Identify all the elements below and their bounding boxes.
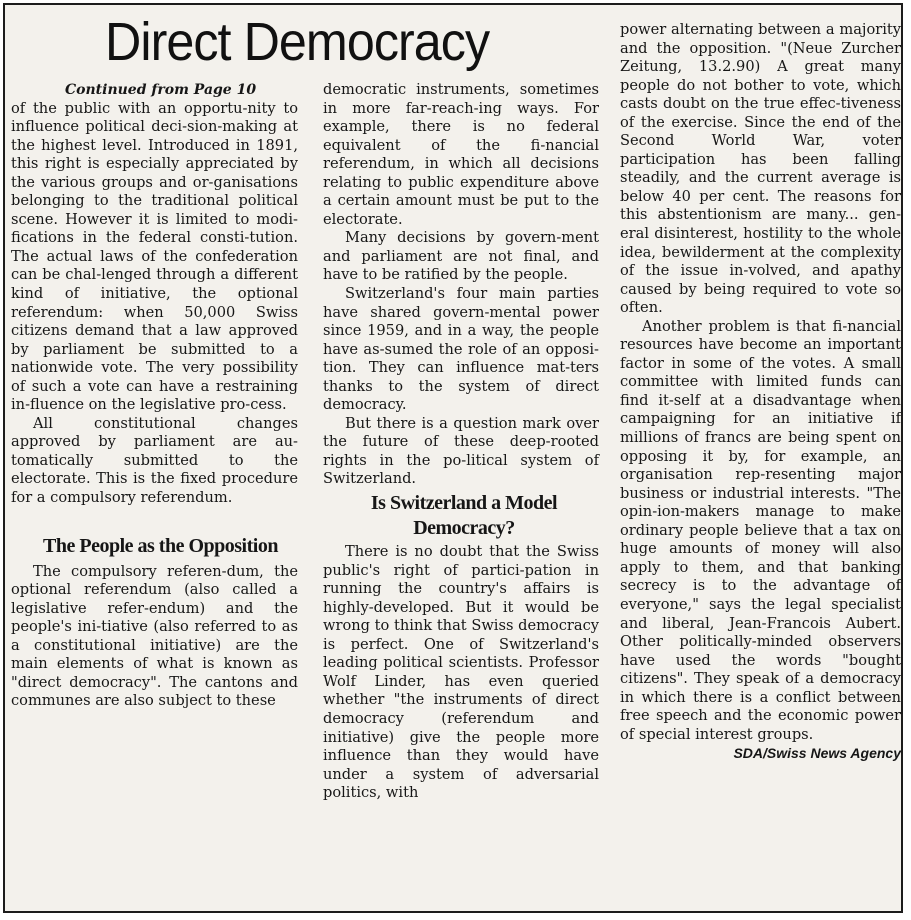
subheading-model-democracy: Is Switzerland a Model Democracy? <box>370 492 558 540</box>
column-3 <box>620 21 901 763</box>
paragraph: All constitutional changes approved by parliament are au-tomatically submitted to the electorate. This is the fixed procedure for a compulsory referendum. <box>11 414 298 507</box>
paragraph: Switzerland's four main parties have shared govern-mental power since 1959, and in a way, the people have as-sumed the role of an opposi-tion. They can influence mat-ters thanks to the system of direct democracy. <box>323 285 599 414</box>
column-2 <box>323 81 599 803</box>
paragraph: The compulsory referen-dum, the optional referendum (also called a legislative refer-endum) and the people's ini-tiative (also referred to as a constitutional initiative) are the main elements of what is known as "direct democracy". The cantons and communes are also subject to these <box>11 562 298 710</box>
newspaper-clipping <box>3 3 903 913</box>
paragraph: democratic instruments, sometimes in more far-reach-ing ways. For example, there is no federal equivalent of the fi-nancial referendum, in which all decisions relating to public expenditure above a certain amount must be put to the electorate. <box>323 81 599 228</box>
paragraph: Another problem is that fi-nancial resources have become an important factor in some of the votes. A small committee with limited funds can find it-self at a disadvantage when campaigning for an initiative if millions of francs are being spent on opposing it by, for example, an organisation rep-resenting major business or industrial interests. "The opin-ion-makers manage to make ordinary people believe that a tax on huge amounts of money will also apply to them, and that banking secrecy is to the advantage of everyone," says the legal specialist and liberal, Jean-Francois Aubert. Other politically-minded observers have used the words "bought citizens". They speak of a democracy in which there is a conflict between free speech and the economic power of special interest groups. <box>620 317 901 743</box>
paragraph: Many decisions by govern-ment and parliament are not final, and have to be ratified by the people. <box>323 229 599 284</box>
continued-kicker: Continued from Page 10 <box>65 82 257 98</box>
subheading-people-opposition: The People as the Opposition <box>43 534 278 557</box>
headline: Direct Democracy <box>105 12 490 72</box>
paragraph: of the public with an opportu-nity to influence political deci-sion-making at the highest level. Introduced in 1891, this right is especially appreciated by the various groups and or-ganisations belonging to the traditional political scene. However it is limited to modi-fications in the federal consti-tution. The actual laws of the confederation can be chal-lenged through a different kind of initiative, the optional referendum: when 50,000 Swiss citizens demand that a law approved by parliament be submitted to a nationwide vote. The very possibility of such a vote can have a restraining in-fluence on the legislative pro-cess. <box>11 99 298 414</box>
column-1 <box>11 81 298 711</box>
agency-credit: SDA/Swiss News Agency <box>733 745 901 762</box>
paragraph: power alternating between a majority and the opposition. "(Neue Zurcher Zeitung, 13.2.90) A great many people do not bother to vote, which casts doubt on the true effec-tiveness of the exercise. Since the end of the Second World War, voter participation has been falling steadily, and the current average is below 40 per cent. The reasons for this abstentionism are many... gen-eral disinterest, hostility to the whole idea, bewilderment at the complexity of the issue in-volved, and apathy caused by being required to vote so often. <box>620 21 901 317</box>
paragraph: There is no doubt that the Swiss public's right of partici-pation in running the country's affairs is highly-developed. But it would be wrong to think that Swiss democracy is perfect. One of Switzerland's leading political scientists. Professor Wolf Linder, has even queried whether "the instruments of direct democracy (referendum and initiative) give the people more influence than they would have under a system of adversarial politics, with <box>323 543 599 802</box>
paragraph: But there is a question mark over the future of these deep-rooted rights in the po-litical system of Switzerland. <box>323 414 599 488</box>
